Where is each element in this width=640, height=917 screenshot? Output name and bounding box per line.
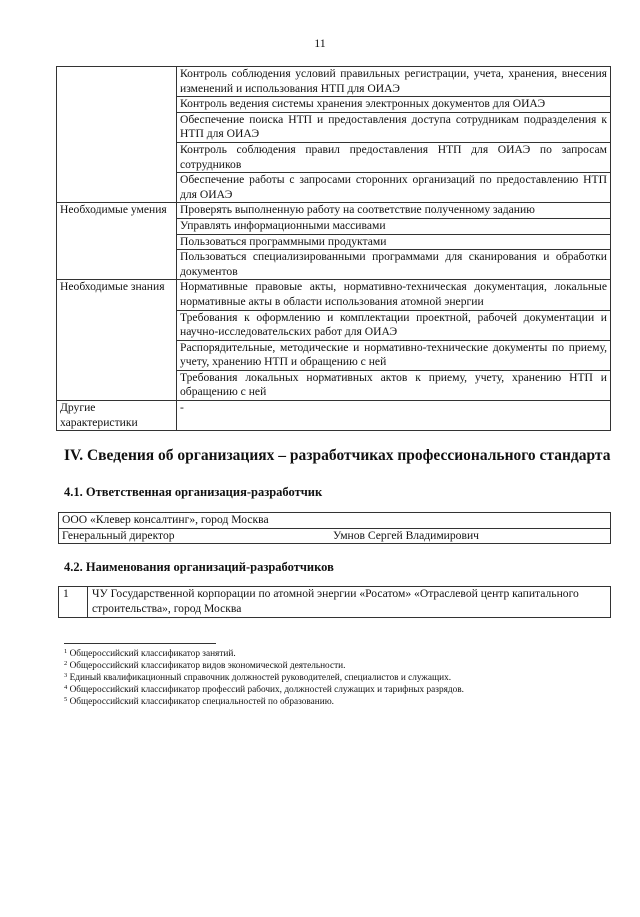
subsection-title-responsible: 4.1. Ответственная организация-разработчик <box>64 485 323 499</box>
table-row <box>57 280 611 310</box>
table-cell: Распорядительные, методические и нормативно-технические документы по приему, учету, хранению НТП и обращению с ней <box>177 340 611 370</box>
developers-table <box>58 586 611 618</box>
section-title: IV. Сведения об организациях – разработчиках профессионального стандарта <box>64 447 611 464</box>
table-cell: Пользоваться специализированными программами для сканирования и обработки документов <box>177 250 611 280</box>
table-cell: Требования локальных нормативных актов к приему, учету, хранению НТП и обращению с ней <box>177 370 611 400</box>
footnote: $^5$ Общероссийский классификатор специальностей по образованию. <box>64 696 335 708</box>
footnote: $^3$ Единый квалификационный справочник должностей руководителей, специалистов и служащих. <box>64 672 452 684</box>
row-label-knowledge: Необходимые знания <box>57 280 177 401</box>
table-row <box>57 203 611 219</box>
footnote-separator <box>64 643 216 644</box>
org-name: ООО «Клевер консалтинг», город Москва <box>59 513 611 529</box>
director-position: Генеральный директор <box>62 528 175 542</box>
table-cell: Пользоваться программными продуктами <box>177 234 611 250</box>
footnote: $^4$ Общероссийский классификатор профессий рабочих, должностей служащих и тарифных разрядов. <box>64 684 464 696</box>
entry-number: 1 <box>59 587 88 618</box>
skills-table <box>56 66 611 431</box>
table-cell: Контроль соблюдения правил предоставления НТП для ОИАЭ по запросам сотрудников <box>177 142 611 172</box>
footnote: $^2$ Общероссийский классификатор видов экономической деятельности. <box>64 660 346 672</box>
table-row <box>59 587 611 618</box>
table-cell: Требования к оформлению и комплектации проектной, рабочей документации и научно-исследовательских работ для ОИАЭ <box>177 310 611 340</box>
page-number: 11 <box>314 36 326 50</box>
table-cell: Управлять информационными массивами <box>177 218 611 234</box>
table-cell: Нормативные правовые акты, нормативно-техническая документация, локальные нормативные акты в области использования атомной энергии <box>177 280 611 310</box>
footnote: $^1$ Общероссийский классификатор занятий. <box>64 648 236 659</box>
table-row <box>59 513 611 529</box>
entry-text: ЧУ Государственной корпорации по атомной энергии «Росатом» «Отраслевой центр капитального строительства», город Москва <box>88 587 611 618</box>
subsection-title-developers: 4.2. Наименования организаций-разработчиков <box>64 560 334 574</box>
row-label <box>57 67 177 203</box>
director-name: Умнов Сергей Владимирович <box>333 528 479 542</box>
table-row <box>59 528 611 544</box>
table-cell: Проверять выполненную работу на соответствие полученному заданию <box>177 203 611 219</box>
table-cell: Обеспечение работы с запросами сторонних организаций по предоставлению НТП для ОИАЭ <box>177 173 611 203</box>
table-cell: Обеспечение поиска НТП и предоставления доступа сотрудникам подразделения к НТП для ОИАЭ <box>177 112 611 142</box>
table-cell: Контроль ведения системы хранения электронных документов для ОИАЭ <box>177 97 611 113</box>
row-label-other: Другие характеристики <box>57 401 177 431</box>
signatory-cell <box>59 528 611 544</box>
footnotes <box>64 648 624 708</box>
table-cell: Контроль соблюдения условий правильных регистрации, учета, хранения, внесения изменений и использования НТП для ОИАЭ <box>177 67 611 97</box>
table-row <box>57 401 611 431</box>
row-label-skills: Необходимые умения <box>57 203 177 280</box>
table-cell: - <box>177 401 611 431</box>
table-row <box>57 67 611 97</box>
responsible-org-table <box>58 512 611 544</box>
